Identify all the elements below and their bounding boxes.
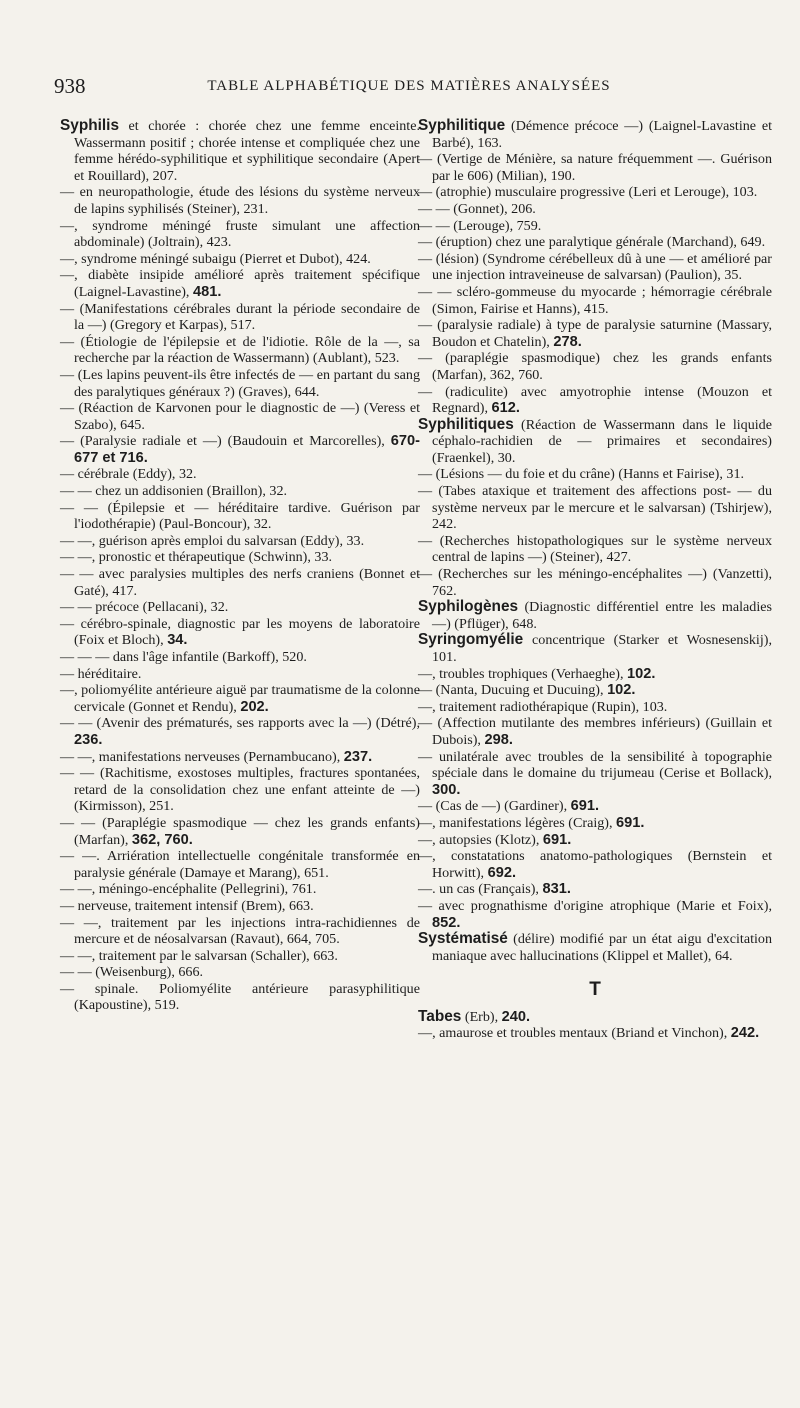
entry-text: (Diagnostic différentiel entre les maladies —) (Pflüger), 648. [432, 599, 772, 632]
index-entry [60, 566, 420, 599]
entry-text: (Démence précoce —) (Laignel-Lavastine et Barbé), 163. [432, 118, 772, 151]
entry-text: — (Affection mutilante des membres inférieurs) (Guillain et Dubois), [418, 715, 772, 748]
running-title: TABLE ALPHABÉTIQUE DES MATIÈRES ANALYSÉES [207, 78, 611, 94]
entry-text: — (Lésions — du foie et du crâne) (Hanns et Fairise), 31. [418, 466, 745, 483]
index-entry [60, 815, 420, 848]
entry-text: — (lésion) (Syndrome cérébelleux dû à une — et amélioré par une injection intraveineuse de salvarsan) (Paulion), 35. [418, 250, 772, 284]
entry-page-ref-bold: 300. [432, 781, 461, 798]
index-entry [60, 367, 420, 400]
entry-text: — — (Paraplégie spasmodique — chez les grands enfants) (Marfan), [60, 814, 420, 848]
entry-text: —, syndrome méningé subaigu (Pierret et Dubot), 424. [60, 250, 371, 267]
entry-page-ref-bold: 240. [501, 1008, 531, 1025]
entry-text: — cérébrale (Eddy), 32. [60, 466, 197, 483]
index-entry [60, 749, 420, 766]
entry-page-ref-bold: 362, 760. [131, 831, 193, 848]
entry-text: — — (Épilepsie et — héréditaire tardive. Guérison par l'iodothérapie) (Paul-Boncour), 32. [60, 499, 420, 533]
entry-text: — (paraplégie spasmodique) chez les grands enfants (Marfan), 362, 760. [418, 350, 772, 383]
entry-text: — spinale. Poliomyélite antérieure parasyphilitique (Kapoustine), 519. [60, 980, 420, 1014]
index-entry [60, 715, 420, 748]
entry-text: — —, méningo-encéphalite (Pellegrini), 761. [60, 881, 317, 898]
index-entry [418, 566, 772, 599]
index-entry [60, 483, 420, 500]
entry-page-ref-bold: 34. [167, 632, 188, 649]
entry-text: — — précoce (Pellacani), 32. [60, 599, 229, 616]
index-entry [60, 666, 420, 683]
entry-text: — (Recherches histopathologiques sur le système nerveux central de lapins —) (Steiner), 427. [418, 532, 772, 566]
page-header [54, 74, 764, 100]
index-entry [60, 301, 420, 334]
index-entry [60, 881, 420, 898]
index-entry [60, 533, 420, 550]
entry-page-ref-bold: 237. [343, 748, 373, 765]
index-entry [418, 466, 772, 483]
entry-text: — (Nanta, Ducuing et Ducuing), [418, 682, 604, 699]
index-entry [418, 284, 772, 317]
entry-page-ref-bold: 691. [616, 814, 645, 831]
entry-page-ref-bold: 691. [570, 798, 600, 815]
entry-headword: Syphilis [60, 117, 120, 134]
index-entry [418, 666, 772, 683]
entry-text: — — — dans l'âge infantile (Barkoff), 520. [60, 649, 307, 665]
entry-headword: Syphilogènes [418, 598, 519, 616]
index-entry [418, 699, 772, 716]
index-entry [60, 898, 420, 915]
entry-text: et chorée : chorée chez une femme enceinte. Wassermann positif ; chorée intense et compliquée chez une femme hérédo-syphilitique et syphilitique secondaire (Apert et Rouillard), 207. [74, 118, 421, 184]
entry-text: —, diabète insipide amélioré après traitement spécifique (Laignel-Lavastine), [60, 267, 420, 300]
entry-page-ref-bold: 612. [491, 400, 520, 417]
entry-text: —, manifestations légères (Craig), [418, 814, 613, 831]
entry-text: — — scléro-gommeuse du myocarde ; hémorragie cérébrale (Simon, Fairise et Hanns), 415. [418, 283, 772, 317]
entry-page-ref-bold: 852. [432, 914, 461, 931]
entry-text: — —. Arriération intellectuelle congénitale transformée en paralysie générale (Damaye et Marang), 651. [60, 848, 420, 881]
entry-text: — — (Avenir des prématurés, ses rapports avec la —) (Détré), [60, 715, 420, 732]
index-entry [418, 599, 772, 632]
index-entry [60, 118, 420, 184]
entry-text: — — chez un addisonien (Braillon), 32. [60, 483, 288, 500]
index-entry [418, 218, 772, 235]
entry-text: — cérébro-spinale, diagnostic par les moyens de laboratoire (Foix et Bloch), [60, 615, 420, 649]
entry-text: —, troubles trophiques (Verhaeghe), [418, 665, 624, 682]
entry-page-ref-bold: 298. [484, 731, 513, 748]
entry-text: —, autopsies (Klotz), [418, 831, 540, 848]
index-entry [418, 1009, 772, 1026]
index-entry [418, 234, 772, 251]
entry-text: —, amaurose et troubles mentaux (Briand et Vinchon), [418, 1025, 728, 1042]
entry-page-ref-bold: 831. [542, 881, 571, 898]
entry-text: — (Tabes ataxique et traitement des affections post- — du système nerveux par le mercure et le salvarsan) (Tshirjew), 242. [418, 483, 772, 533]
index-entry [418, 317, 772, 350]
entry-text: — (atrophie) musculaire progressive (Leri et Lerouge), 103. [418, 184, 758, 201]
index-entry [60, 616, 420, 649]
index-entry [418, 118, 772, 151]
entry-page-ref-bold: 670-677 et 716. [74, 433, 420, 466]
entry-text: — — (Lerouge), 759. [418, 217, 542, 234]
index-entry [60, 218, 420, 251]
entry-headword: Syringomyélie [418, 631, 524, 649]
left-column [60, 118, 420, 1014]
index-entry [60, 915, 420, 948]
index-entry [60, 433, 420, 466]
section-t-entries [418, 1009, 772, 1042]
index-entry [60, 848, 420, 881]
index-entry [60, 649, 420, 666]
entry-text: —, traitement radiothérapique (Rupin), 103. [418, 698, 668, 715]
index-entry [418, 151, 772, 184]
index-entry [418, 798, 772, 815]
entry-text: concentrique (Starker et Wosnesenskij), 101. [432, 632, 772, 665]
entry-text: — (paralysie radiale) à type de paralysie saturnine (Massary, Boudon et Chatelin), [418, 317, 772, 350]
entry-page-ref-bold: 692. [487, 864, 516, 881]
entry-text: — (radiculite) avec amyotrophie intense (Mouzon et Regnard), [418, 383, 772, 417]
entry-text: — — (Gonnet), 206. [418, 200, 536, 217]
entry-text: — (éruption) chez une paralytique générale (Marchand), 649. [418, 234, 766, 251]
index-entry [418, 184, 772, 201]
entry-headword: Syphilitique [418, 117, 506, 134]
index-entry [60, 981, 420, 1014]
entry-text: — (Cas de —) (Gardiner), [418, 798, 568, 815]
page-number: 938 [54, 74, 86, 98]
entry-text: — — (Weisenburg), 666. [60, 964, 204, 981]
index-entry [418, 483, 772, 533]
entry-text: —. un cas (Français), [418, 881, 539, 898]
entry-text: — unilatérale avec troubles de la sensibilité à topographie spéciale dans le domaine du trijumeau (Cerise et Bollack), [418, 748, 772, 782]
entry-text: (délire) modifié par un état aigu d'excitation maniaque avec hallucinations (Klippel et Mallet), 64. [432, 931, 772, 964]
index-entry [418, 384, 772, 417]
index-entry [418, 715, 772, 748]
index-entry [60, 500, 420, 533]
section-letter: T [589, 979, 601, 1001]
entry-text: — —, manifestations nerveuses (Pernambucano), [60, 748, 341, 765]
index-entry [418, 898, 772, 931]
index-entry [60, 184, 420, 217]
index-entry [418, 931, 772, 964]
entry-headword: Tabes [418, 1007, 462, 1025]
index-entry [60, 267, 420, 300]
index-entry [60, 466, 420, 483]
index-entry [60, 765, 420, 815]
entry-text: — —, traitement par le salvarsan (Schaller), 663. [60, 947, 338, 964]
entry-page-ref-bold: 481. [192, 283, 222, 300]
index-entry [418, 251, 772, 284]
index-entry [60, 334, 420, 367]
index-entry [418, 201, 772, 218]
index-entry [418, 533, 772, 566]
index-entry [60, 599, 420, 616]
index-entry [418, 350, 772, 383]
entry-text: — en neuropathologie, étude des lésions du système nerveux de lapins syphilisés (Steiner), 231. [60, 184, 420, 217]
entry-text: — (Réaction de Karvonen pour le diagnostic de —) (Veress et Szabo), 645. [60, 400, 420, 433]
index-entry [60, 948, 420, 965]
entry-text: —, constatations anatomo-pathologiques (Bernstein et Horwitt), [418, 848, 772, 881]
entry-text: — (Recherches sur les méningo-encéphalites —) (Vanzetti), 762. [418, 566, 772, 599]
index-entry [60, 964, 420, 981]
entry-headword: Syphilitiques [418, 415, 514, 433]
entry-page-ref-bold: 691. [542, 831, 572, 848]
entry-text: (Réaction de Wassermann dans le liquide céphalo-rachidien de — primaires et secondaires) (Fraenkel), 30. [432, 416, 772, 466]
entry-text: — —, traitement par les injections intra-rachidiennes de mercure et de néosalvarsan (Ravaut), 664, 705. [60, 914, 420, 948]
index-entry [418, 881, 772, 898]
entry-page-ref-bold: 278. [553, 333, 582, 350]
right-column [418, 118, 772, 1042]
entry-text: — (Manifestations cérébrales durant la période secondaire de la —) (Gregory et Karpas), 517. [60, 300, 420, 334]
entry-text: — — (Rachitisme, exostoses multiples, fractures spontanées, retard de la consolidation chez une enfant atteinte de —) (Kirmisson), 251. [60, 765, 420, 815]
entry-text: — (Vertige de Ménière, sa nature fréquemment —. Guérison par le 606) (Milian), 190. [418, 151, 772, 184]
index-entry [60, 549, 420, 566]
entry-text: — avec prognathisme d'origine atrophique (Marie et Foix), [418, 897, 772, 914]
index-entry [60, 251, 420, 268]
right-column-entries [418, 118, 772, 964]
entry-text: — (Étiologie de l'épilepsie et de l'idiotie. Rôle de la —, sa recherche par la réaction de Wassermann) (Aublant), 523. [60, 333, 420, 367]
index-entry [418, 815, 772, 832]
entry-text: —, syndrome méningé fruste simulant une affection abdominale) (Joltrain), 423. [60, 217, 420, 251]
entry-text: (Erb), [464, 1008, 499, 1025]
index-entry [418, 682, 772, 699]
index-entry [418, 1025, 772, 1042]
entry-text: — —, pronostic et thérapeutique (Schwinn), 33. [60, 549, 333, 566]
entry-text: —, poliomyélite antérieure aiguë par traumatisme de la colonne cervicale (Gonnet et Rendu), [60, 682, 420, 715]
entry-text: — —, guérison après emploi du salvarsan (Eddy), 33. [60, 532, 365, 549]
entry-page-ref-bold: 202. [240, 698, 269, 715]
entry-text: — (Paralysie radiale et —) (Baudouin et Marcorelles), [60, 433, 385, 450]
entry-page-ref-bold: 102. [627, 665, 656, 682]
entry-text: — (Les lapins peuvent-ils être infectés de — en partant du sang des paralytiques généraux ?) (Graves), 644. [60, 366, 420, 400]
index-entry [418, 848, 772, 881]
entry-text: — héréditaire. [60, 665, 142, 682]
entry-headword: Systématisé [418, 930, 508, 948]
index-entry [60, 682, 420, 715]
index-entry [418, 632, 772, 665]
entry-text: — nerveuse, traitement intensif (Brem), 663. [60, 897, 314, 914]
index-entry [418, 749, 772, 799]
index-entry [418, 832, 772, 849]
entry-page-ref-bold: 242. [730, 1025, 760, 1042]
index-entry [418, 417, 772, 467]
entry-text: — — avec paralysies multiples des nerfs craniens (Bonnet et Gaté), 417. [60, 566, 420, 599]
index-entry [60, 400, 420, 433]
entry-page-ref-bold: 102. [607, 682, 636, 699]
entry-page-ref-bold: 236. [74, 731, 103, 748]
